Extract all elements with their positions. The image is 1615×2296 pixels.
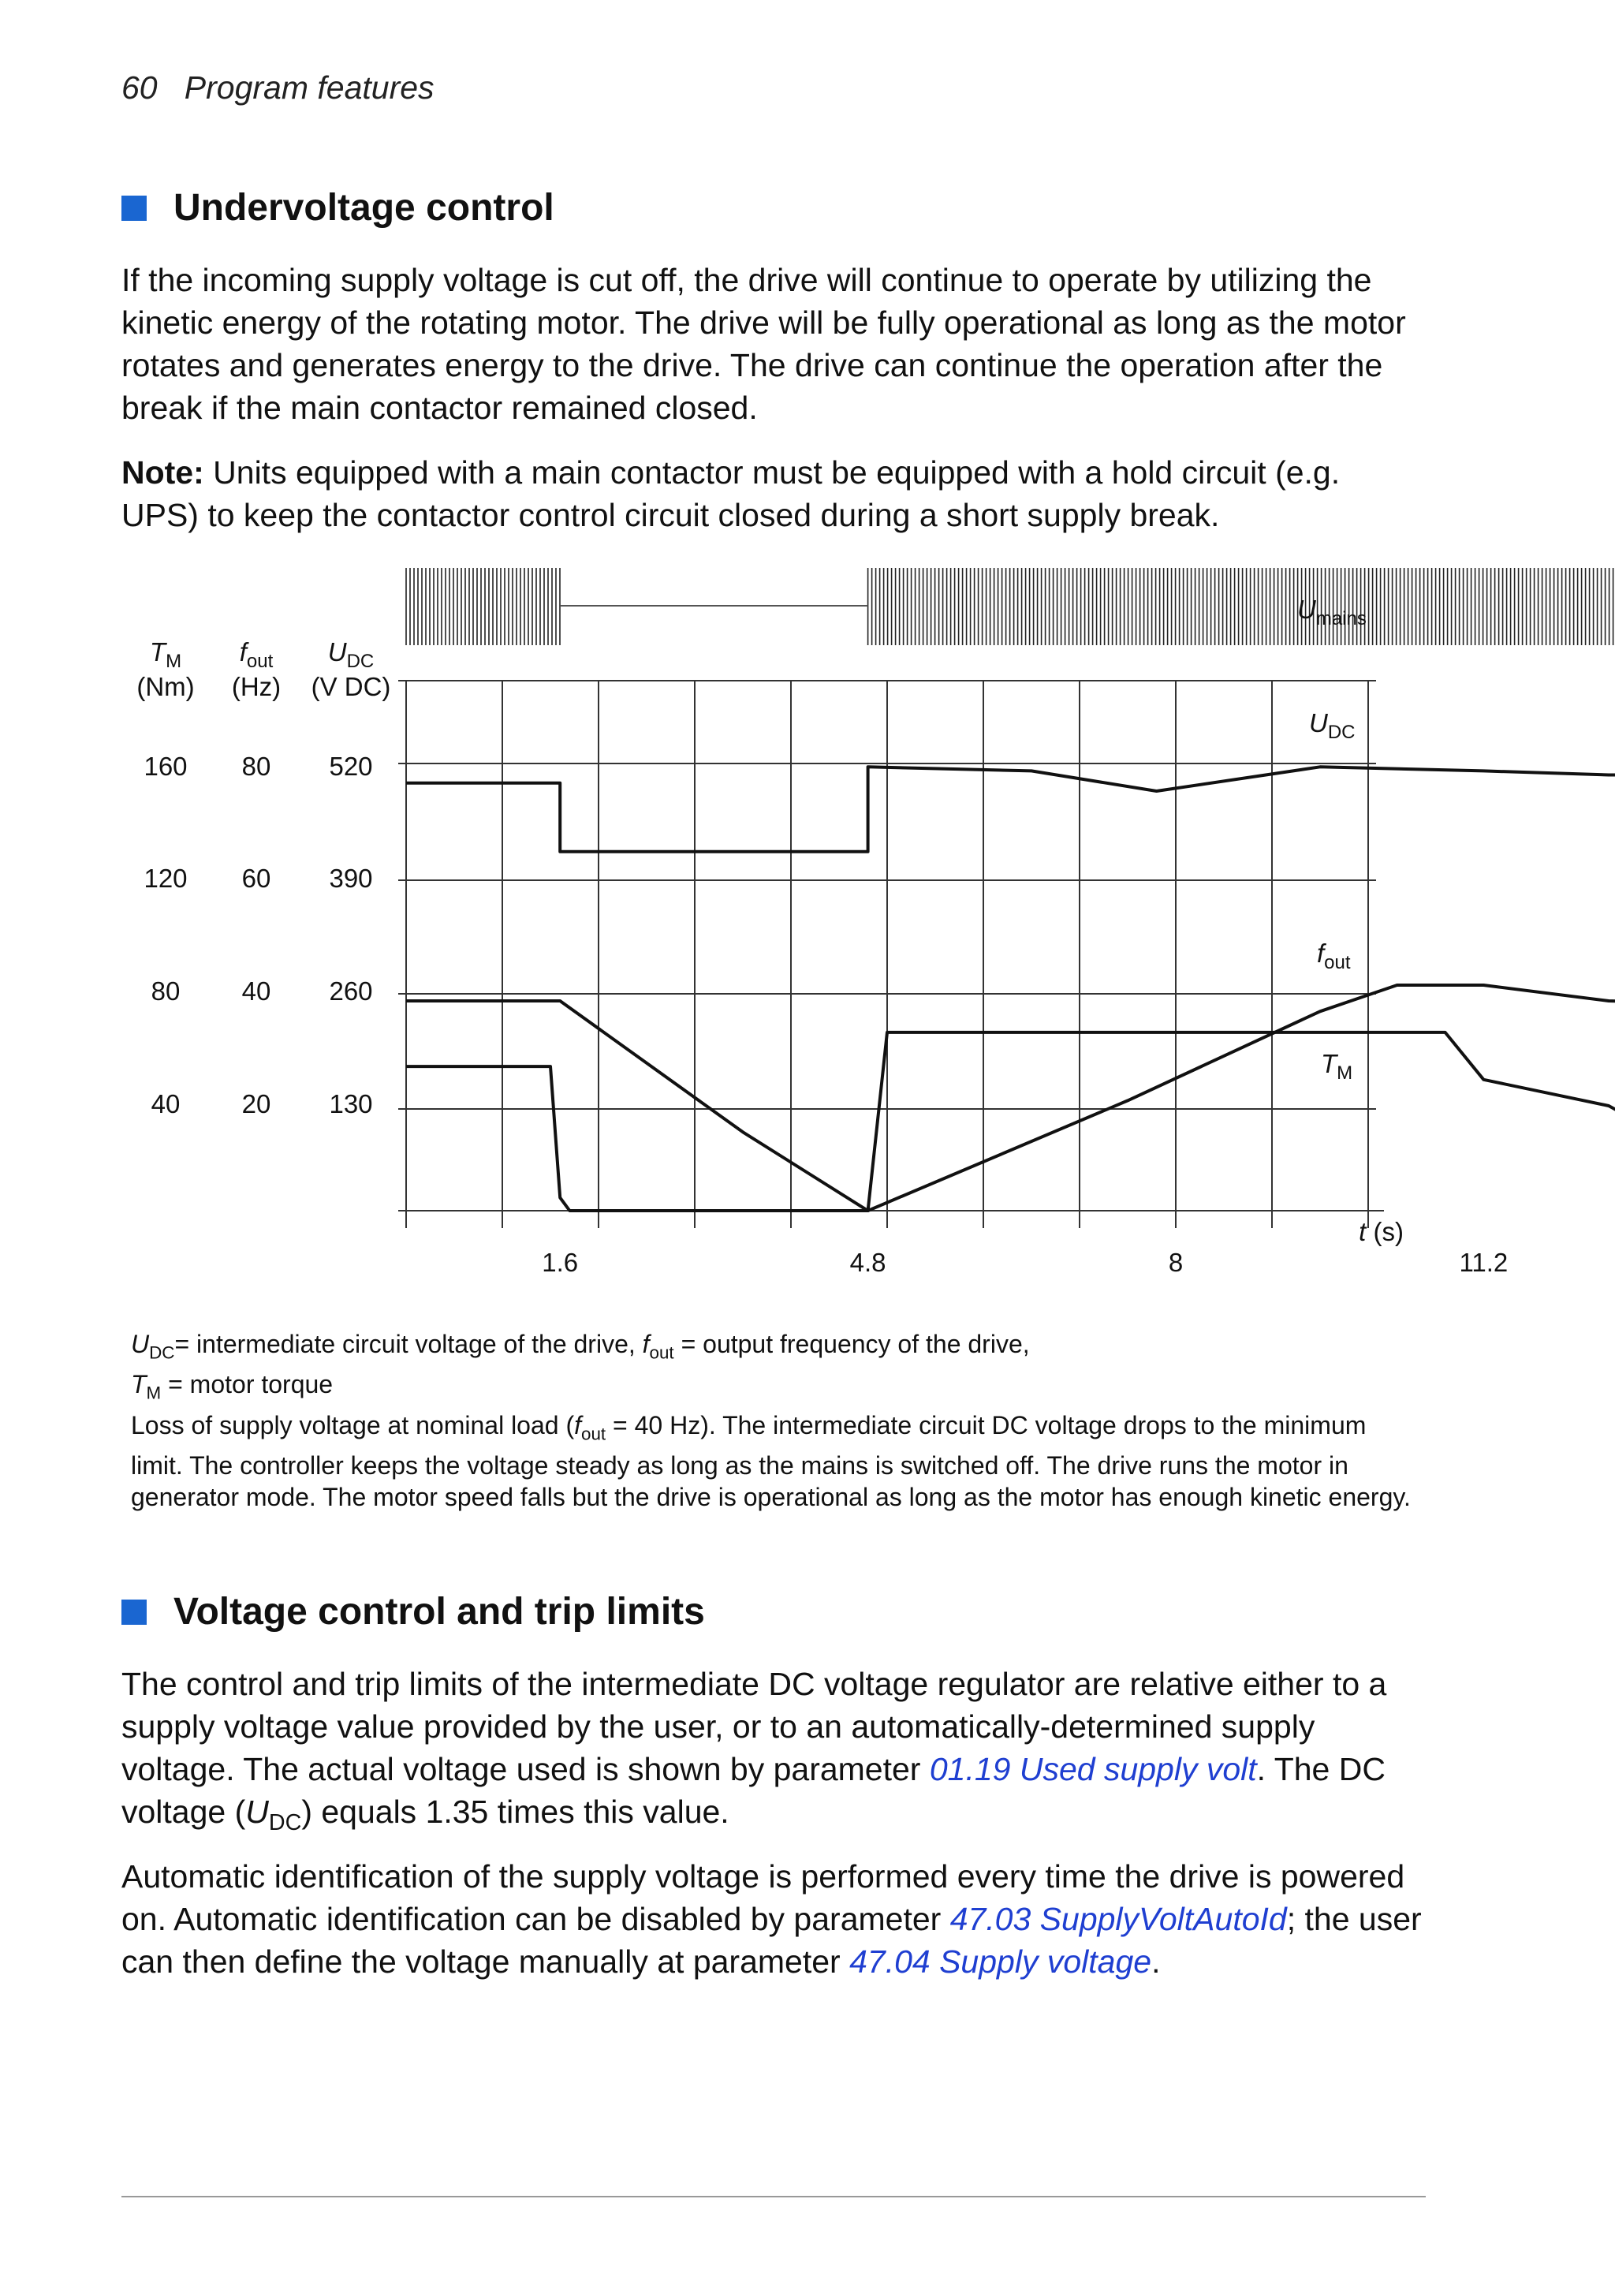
page-header <box>121 69 435 106</box>
y-axis-name: $U_{DC}$ <box>327 637 375 672</box>
y-axis-unit: (Hz) <box>231 672 282 701</box>
page-number: 60 <box>121 69 158 106</box>
section-heading-undervoltage <box>121 186 554 230</box>
caption-fout-sub: out <box>649 1342 674 1363</box>
caption-desc-fout: f <box>574 1410 581 1439</box>
x-axis-label: t (s) <box>1359 1217 1404 1246</box>
y-tick-label: 130 <box>329 1089 373 1118</box>
series-label-tm: $T_M$ <box>1321 1049 1353 1084</box>
y-tick-label: 260 <box>329 976 373 1006</box>
axis-labels <box>136 637 1615 1277</box>
udc-sub: DC <box>268 1810 302 1836</box>
undervoltage-chart <box>110 552 1509 1294</box>
caption-udc-def: = intermediate circuit voltage of the drive, <box>174 1330 643 1358</box>
paragraph-voltage-limits <box>121 1663 1423 1844</box>
series-label-udc: $U_{DC}$ <box>1309 708 1356 743</box>
note-text: Units equipped with a main contactor must be equipped with a hold circuit (e.g. UPS) to keep the contactor control circuit closed during a short supply break. <box>121 454 1341 533</box>
y-tick-label: 120 <box>144 864 188 893</box>
series-label-umains: $U_{mains}$ <box>1297 595 1367 629</box>
paragraph-text: . The DC voltage ( <box>121 1751 1386 1830</box>
series-label-fout: $f_{out}$ <box>1317 939 1351 973</box>
x-tick-label: 11.2 <box>1459 1248 1509 1277</box>
y-tick-label: 80 <box>241 752 271 781</box>
running-section-title: Program features <box>184 69 435 106</box>
chart-caption <box>131 1328 1424 1513</box>
caption-tm-symbol: T <box>131 1370 147 1399</box>
caption-desc-a: Loss of supply voltage at nominal load ( <box>131 1410 575 1439</box>
y-axis-name: $T_M$ <box>149 637 182 672</box>
footer-rule <box>121 2196 1426 2197</box>
paragraph-text: ) equals 1.35 times this value. <box>301 1794 729 1830</box>
caption-tm-def: = motor torque <box>161 1370 334 1399</box>
x-tick-label: 1.6 <box>542 1248 579 1277</box>
series-lines <box>406 767 1615 1211</box>
y-tick-label: 80 <box>151 976 181 1006</box>
note-paragraph <box>121 451 1423 536</box>
paragraph-text: If the incoming supply voltage is cut off, the drive will continue to operate by utilizing the kinetic energy of the rotating motor. The drive will be fully operational as long as the motor rotates and generates energy to the drive. The drive can continue the operation after the break if the main contactor remained closed. <box>121 262 1406 426</box>
paragraph-text: Automatic identification of the supply voltage is performed every time the drive is powered on. Automatic identification can be disabled by parameter <box>121 1858 1405 1937</box>
y-tick-label: 60 <box>241 864 271 893</box>
chart-grid <box>398 681 1384 1228</box>
note-label: Note: <box>121 454 204 491</box>
param-link-01-19[interactable]: 01.19 Used supply volt <box>929 1751 1257 1787</box>
x-tick-label: 8 <box>1168 1248 1184 1277</box>
paragraph-text: . <box>1151 1943 1161 1980</box>
paragraph-text: ; the user can then define the voltage manually at parameter <box>121 1901 1422 1980</box>
caption-udc-symbol: U <box>131 1330 150 1358</box>
param-link-47-04[interactable]: 47.04 Supply voltage <box>849 1943 1152 1980</box>
caption-udc-sub: DC <box>149 1342 175 1363</box>
y-axis-name: $f_{out}$ <box>239 637 274 672</box>
caption-fout-def: = output frequency of the drive, <box>673 1330 1030 1358</box>
caption-tm-sub: M <box>146 1383 162 1403</box>
square-bullet-icon <box>121 196 147 221</box>
y-tick-label: 160 <box>144 752 188 781</box>
caption-desc-b: = 40 Hz). The intermediate circuit DC voltage drops to the minimum limit. The controller keeps the voltage steady as long as the mains is switched off. The drive runs the motor in generator mode. The motor speed falls but the drive is operational as long as the motor has enough kinetic energy. <box>131 1410 1411 1512</box>
y-tick-label: 390 <box>329 864 373 893</box>
square-bullet-icon <box>121 1600 147 1625</box>
y-axis-unit: (Nm) <box>136 672 195 701</box>
caption-fout-symbol: f <box>642 1330 650 1358</box>
series-line-tm <box>406 1032 1615 1211</box>
y-tick-label: 40 <box>241 976 271 1006</box>
paragraph-text: The control and trip limits of the intermediate DC voltage regulator are relative either to a supply voltage value provided by the user, or to an automatically-determined supply voltage. The actual voltage used is shown by parameter <box>121 1666 1387 1787</box>
series-line-fout <box>406 985 1615 1211</box>
y-tick-label: 520 <box>329 752 373 781</box>
udc-symbol: U <box>245 1794 269 1830</box>
series-line-udc <box>406 767 1615 851</box>
param-link-47-03[interactable]: 47.03 SupplyVoltAutoId <box>949 1901 1287 1937</box>
y-axis-unit: (V DC) <box>311 672 391 701</box>
x-tick-label: 4.8 <box>849 1248 886 1277</box>
caption-desc-fout-sub: out <box>581 1424 606 1444</box>
section-heading-voltage-control <box>121 1590 705 1633</box>
section-title: Voltage control and trip limits <box>173 1591 705 1633</box>
paragraph-undervoltage <box>121 259 1423 429</box>
section-title: Undervoltage control <box>173 187 554 229</box>
umains-band <box>406 568 1615 645</box>
y-tick-label: 40 <box>151 1089 181 1118</box>
paragraph-auto-identification <box>121 1855 1423 1983</box>
y-tick-label: 20 <box>241 1089 271 1118</box>
series-labels <box>1297 595 1367 1084</box>
